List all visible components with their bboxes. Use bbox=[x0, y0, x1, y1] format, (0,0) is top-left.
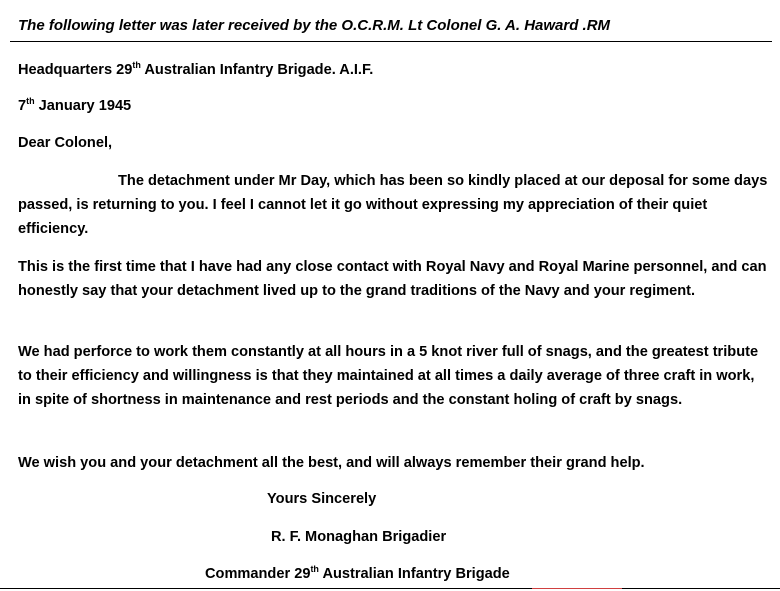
signatory-title-sup: th bbox=[310, 564, 319, 575]
signatory-title bbox=[205, 565, 510, 583]
document-heading: The following letter was later received by the O.C.R.M. Lt Colonel G. A. Haward .RM bbox=[18, 17, 611, 34]
bottom-rule bbox=[0, 588, 780, 589]
paragraph-3: We had perforce to work them constantly at all hours in a 5 knot river full of snags, and the greatest tribute to their efficiency and willingness is that they maintained at all times a daily average of three craft in work, in spite of shortness in maintenance and rest periods and the constant holing of craft by snags. bbox=[18, 344, 759, 408]
signature: R. F. Monaghan Brigadier bbox=[271, 529, 447, 545]
date-sup: th bbox=[26, 96, 35, 107]
closing: Yours Sincerely bbox=[267, 491, 377, 507]
letterhead bbox=[18, 61, 373, 79]
letterhead-prefix: Headquarters 29 bbox=[18, 62, 133, 78]
paragraph-2: This is the first time that I have had any close contact with Royal Navy and Royal Marine personnel, and can honestly say that your detachment lived up to the grand traditions of the Navy and your regiment. bbox=[18, 259, 767, 299]
heading-rule bbox=[10, 41, 772, 42]
paragraph-4: We wish you and your detachment all the best, and will always remember their grand help. bbox=[18, 455, 645, 471]
letterhead-suffix: Australian Infantry Brigade. A.I.F. bbox=[140, 62, 374, 78]
signatory-title-prefix: Commander 29 bbox=[205, 566, 311, 582]
date-day: 7 bbox=[18, 98, 27, 114]
salutation: Dear Colonel, bbox=[18, 135, 113, 151]
paragraph-1 bbox=[18, 169, 768, 241]
date-rest: January 1945 bbox=[34, 98, 132, 114]
bottom-rule-accent bbox=[532, 588, 622, 589]
paragraph-1-text: The detachment under Mr Day, which has been so kindly placed at our deposal for some days passed, is returning to you. I feel I cannot let it go without expressing my appreciation of their quiet efficiency. bbox=[18, 173, 768, 237]
letter-date bbox=[18, 97, 131, 115]
letterhead-sup: th bbox=[132, 60, 141, 71]
signatory-title-suffix: Australian Infantry Brigade bbox=[318, 566, 510, 582]
